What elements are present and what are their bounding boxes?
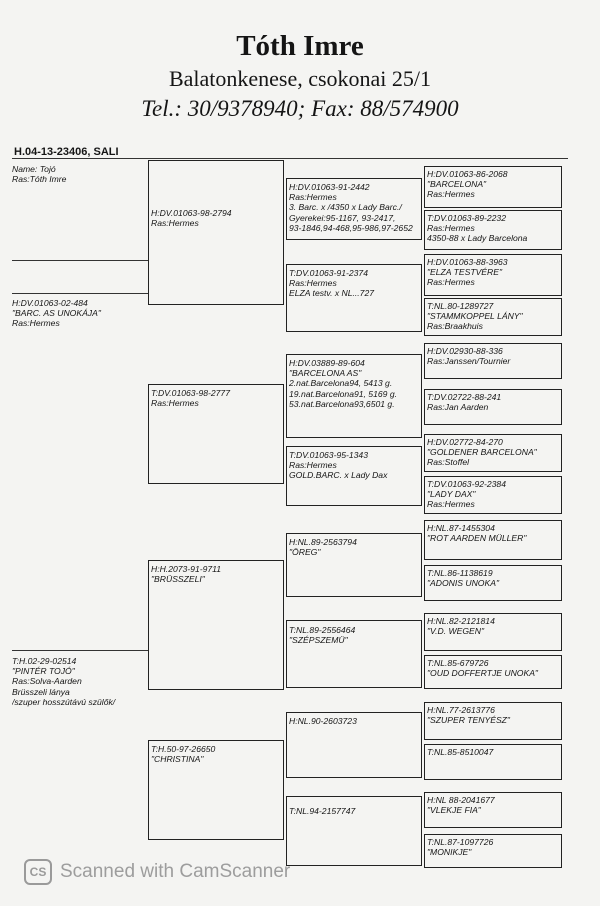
pedigree-entry-line: "OUD DOFFERTJE UNOKA" <box>427 668 538 679</box>
gen4-entry-16 <box>427 837 561 857</box>
gen4-entry-14 <box>427 747 561 757</box>
pedigree-entry-line: T:H.02-29-02514 <box>12 656 77 666</box>
pedigree-entry-line: T:NL.87-1097726 <box>427 837 494 847</box>
pedigree-entry-line: H:H.2073-91-9711 <box>151 564 222 574</box>
pedigree-entry-line: Ras:Braakhuis <box>427 321 483 332</box>
pedigree-entry-line: GOLD.BARC. x Lady Dax <box>289 470 388 481</box>
pedigree-entry-line: T:DV.01063-89-2232 <box>427 213 506 223</box>
gen4-entry-9 <box>427 523 561 543</box>
gen4-entry-13 <box>427 705 561 725</box>
pedigree-connector-line <box>12 293 148 294</box>
pedigree-entry-line: H:DV.02772-84-270 <box>427 437 503 447</box>
pedigree-entry-line: 3. Barc. x /4350 x Lady Barc./ <box>289 202 402 213</box>
gen4-entry-8 <box>427 479 561 510</box>
pedigree-entry-line: Ras:Hermes <box>151 398 199 409</box>
pedigree-entry-line: H:DV.01063-86-2068 <box>427 169 508 179</box>
gen2-entry-3 <box>151 564 283 584</box>
gen3-entry-6 <box>289 625 421 645</box>
pedigree-entry-line: Ras:Hermes <box>289 278 337 289</box>
pedigree-entry-line: Ras:Hermes <box>427 189 475 200</box>
pedigree-entry-line: H:DV.01063-91-2442 <box>289 182 370 192</box>
breeder-name: Tóth Imre <box>236 30 364 62</box>
gen2-entry-4 <box>151 744 283 764</box>
pedigree-entry-line: "BRÜSSZELI" <box>151 574 205 585</box>
pedigree-entry-line: T:NL.80-1289727 <box>427 301 494 311</box>
pedigree-entry-line: "ROT AARDEN MÜLLER" <box>427 533 527 544</box>
pedigree-entry-line: Ras:Stoffel <box>427 457 470 468</box>
gen4-entry-7 <box>427 437 561 468</box>
pedigree-entry-line: "ÖREG" <box>289 547 321 558</box>
camscanner-watermark <box>24 858 290 886</box>
pedigree-entry-line: "MONIKJE" <box>427 847 472 858</box>
gen3-entry-1 <box>289 182 421 233</box>
breeder-contact: Tel.: 30/9378940; Fax: 88/574900 <box>141 96 459 121</box>
pedigree-connector-line <box>12 260 148 261</box>
pedigree-entry-line: "PINTÉR TOJÓ" <box>12 666 75 677</box>
pedigree-entry-line: H:NL.82-2121814 <box>427 616 495 626</box>
pedigree-entry-line: "STAMMKOPPEL LÁNY" <box>427 311 523 322</box>
pedigree-entry-line: T:NL.89-2556464 <box>289 625 356 635</box>
pedigree-entry-line: "LADY DAX" <box>427 489 476 500</box>
gen3-entry-8 <box>289 806 421 816</box>
pedigree-entry-line: H:NL 88-2041677 <box>427 795 495 805</box>
owner-line: Name: Tojó <box>12 164 56 174</box>
pedigree-entry-line: Ras:Hermes <box>289 192 337 203</box>
gen3-entry-2 <box>289 268 421 299</box>
gen4-entry-1 <box>427 169 561 200</box>
gen3-entry-4 <box>289 450 421 481</box>
pedigree-entry-line: H:DV.01063-88-3963 <box>427 257 508 267</box>
pedigree-entry-line: "VLEKJE FIA" <box>427 805 481 816</box>
gen2-entry-2 <box>151 388 283 408</box>
subject-ring: H.04-13-23406, SALI <box>14 146 119 158</box>
pedigree-entry-line: T:NL.94-2157747 <box>289 806 356 816</box>
pedigree-entry-line: T:NL.85-8510047 <box>427 747 494 757</box>
pedigree-entry-line: T:DV.01063-92-2384 <box>427 479 506 489</box>
gen3-entry-7 <box>289 716 421 726</box>
pedigree-entry-line: Ras:Jan Aarden <box>427 402 489 413</box>
pedigree-entry-line: "BARCELONA AS" <box>289 368 362 379</box>
pedigree-entry-line: H:NL.90-2603723 <box>289 716 357 726</box>
pedigree-entry-line: Ras:Hermes <box>427 499 475 510</box>
gen4-entry-4 <box>427 301 561 332</box>
gen3-entry-5 <box>289 537 421 557</box>
gen4-entry-6 <box>427 392 561 412</box>
gen4-entry-3 <box>427 257 561 288</box>
pedigree-entry-line: T:NL.85-679726 <box>427 658 489 668</box>
pedigree-entry-line: T:NL.86-1138619 <box>427 568 493 578</box>
pedigree-entry-line: Ras:Janssen/Tournier <box>427 356 511 367</box>
pedigree-entry-line: ELZA testv. x NL...727 <box>289 288 375 299</box>
pedigree-entry-line: "V.D. WEGEN" <box>427 626 485 637</box>
pedigree-entry-line: "BARC. AS UNOKÁJA" <box>12 308 101 319</box>
pedigree-entry-line: T:DV.01063-95-1343 <box>289 450 368 460</box>
gen1-dam-entry <box>12 656 146 707</box>
pedigree-entry-line: T:DV.02722-88-241 <box>427 392 502 402</box>
pedigree-entry-line: 93-1846,94-468,95-986,97-2652 <box>289 222 413 233</box>
pedigree-entry-line: T:DV.01063-98-2777 <box>151 388 230 398</box>
pedigree-connector-line <box>12 158 568 159</box>
gen4-entry-10 <box>427 568 561 588</box>
pedigree-entry-line: H:NL.77-2613776 <box>427 705 495 715</box>
pedigree-entry-line: T:H.50-97-26650 <box>151 744 216 754</box>
pedigree-entry-line: Ras:Solva-Aarden <box>12 676 82 687</box>
pedigree-entry-line: H:DV.02930-88-336 <box>427 346 503 356</box>
pedigree-entry-line: T:DV.01063-91-2374 <box>289 268 368 278</box>
gen2-entry-1 <box>151 208 283 228</box>
pedigree-connector-line <box>12 650 148 651</box>
camscanner-text: Scanned with CamScanner <box>60 861 291 882</box>
pedigree-entry-line: 19.nat.Barcelona91, 5169 g. <box>289 388 397 399</box>
gen4-entry-5 <box>427 346 561 366</box>
pedigree-entry-line: "CHRISTINA" <box>151 754 204 765</box>
pedigree-entry-line: "ADONIS UNOKA" <box>427 578 499 589</box>
pedigree-entry-line: Ras:Hermes <box>427 277 475 288</box>
pedigree-entry-line: Ras:Hermes <box>427 223 475 234</box>
gen4-entry-12 <box>427 658 561 678</box>
pedigree-entry-line: 53.nat.Barcelona93,6501 g. <box>289 398 395 409</box>
pedigree-entry-line: H:NL.87-1455304 <box>427 523 495 533</box>
gen1-sire-entry <box>12 298 146 329</box>
pedigree-entry-line: Brüsszeli lánya <box>12 686 70 697</box>
gen4-entry-15 <box>427 795 561 815</box>
pedigree-entry-line: Ras:Hermes <box>12 318 60 329</box>
pedigree-entry-line: Ras:Hermes <box>151 218 199 229</box>
pedigree-entry-line: H:DV.01063-02-484 <box>12 298 88 308</box>
owner-line: Ras:Tóth Imre <box>12 174 67 185</box>
pedigree-entry-line: H:NL.89-2563794 <box>289 537 357 547</box>
breeder-address: Balatonkenese, csokonai 25/1 <box>168 66 432 91</box>
pedigree-entry-line: 4350-88 x Lady Barcelona <box>427 233 528 244</box>
gen4-entry-2 <box>427 213 561 244</box>
pedigree-entry-line: Ras:Hermes <box>289 460 337 471</box>
gen4-entry-11 <box>427 616 561 636</box>
pedigree-entry-line: H:DV.03889-89-604 <box>289 358 365 368</box>
pedigree-entry-line: 2.nat.Barcelona94, 5413 g. <box>289 378 393 389</box>
pedigree-entry-line: "SZUPER TENYÉSZ" <box>427 715 510 726</box>
pedigree-entry-line: "GOLDENER BARCELONA" <box>427 447 537 458</box>
pedigree-entry-line: /szuper hosszútávú szülők/ <box>12 696 116 707</box>
owner-info <box>12 164 142 184</box>
gen2-box-1 <box>148 160 284 305</box>
pedigree-entry-line: H:DV.01063-98-2794 <box>151 208 232 218</box>
pedigree-entry-line: "ELZA TESTVÉRE" <box>427 267 503 278</box>
pedigree-entry-line: "BARCELONA" <box>427 179 487 190</box>
pedigree-entry-line: Gyerekei:95-1167, 93-2417, <box>289 212 396 223</box>
pedigree-entry-line: "SZÉPSZEMÜ" <box>289 635 348 646</box>
camscanner-logo-icon: CS <box>24 859 52 885</box>
gen3-entry-3 <box>289 358 421 409</box>
